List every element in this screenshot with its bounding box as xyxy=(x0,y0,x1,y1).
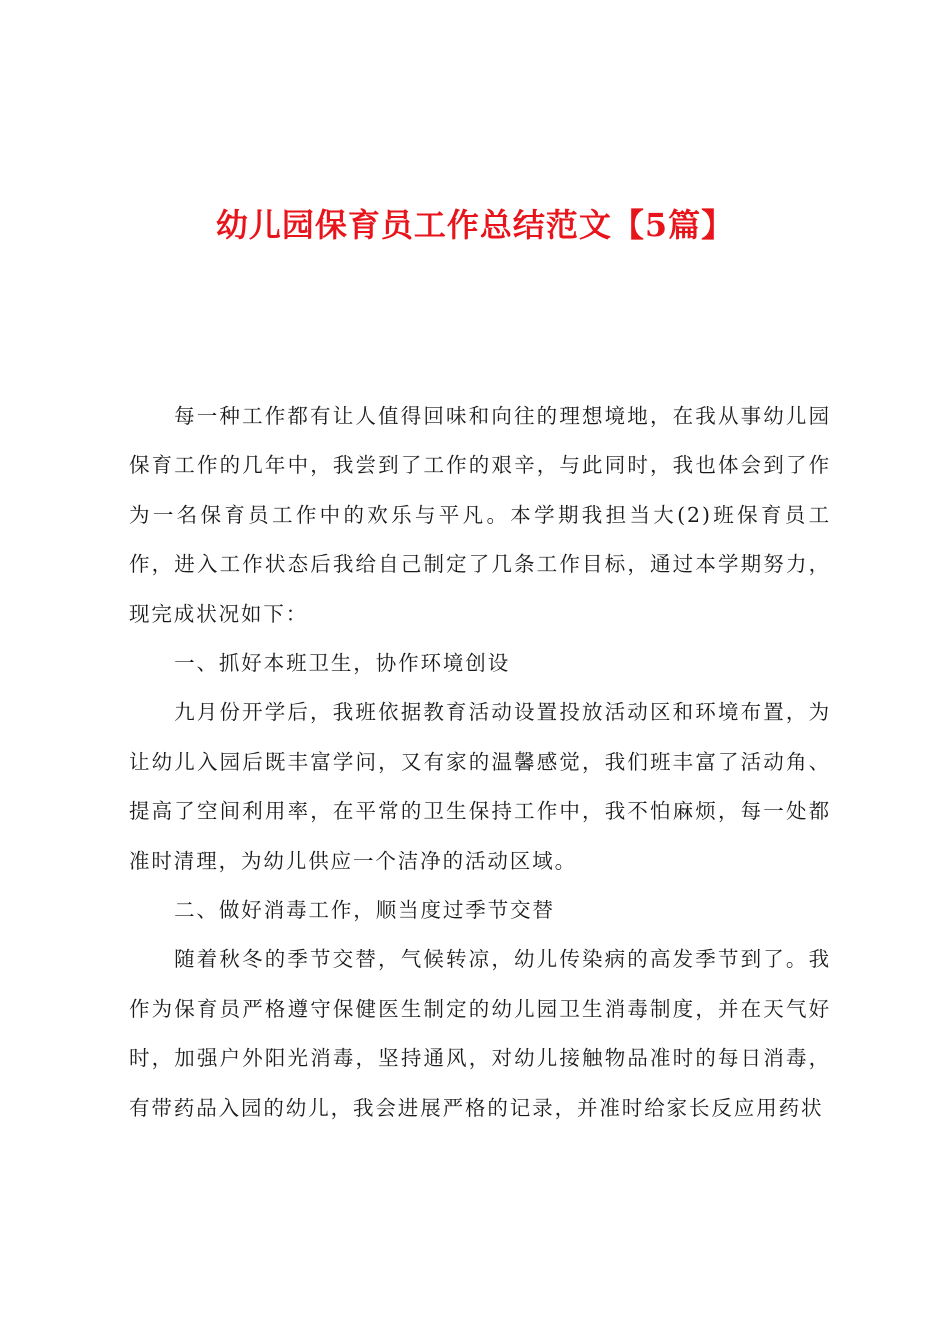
document-body xyxy=(129,392,831,1133)
body-paragraph: 随着秋冬的季节交替，气候转凉，幼儿传染病的高发季节到了。我作为保育员严格遵守保健医生制定的幼儿园卫生消毒制度，并在天气好时，加强户外阳光消毒，坚持通风，对幼儿接触物品准时的每日消毒，有带药品入园的幼儿，我会进展严格的记录，并准时给家长反应用药状 xyxy=(129,947,831,1120)
body-paragraph: 每一种工作都有让人值得回味和向往的理想境地，在我从事幼儿园保育工作的几年中，我尝到了工作的艰辛，与此同时，我也体会到了作为一名保育员工作中的欢乐与平凡。本学期我担当大(2)班保育员工作，进入工作状态后我给自己制定了几条工作目标，通过本学期努力，现完成状况如下： xyxy=(129,404,831,626)
document-title: 幼儿园保育员工作总结范文【5篇】 xyxy=(215,206,735,245)
section-heading: 二、做好消毒工作，顺当度过季节交替 xyxy=(174,898,555,923)
body-paragraph: 九月份开学后，我班依据教育活动设置投放活动区和环境布置，为让幼儿入园后既丰富学问，又有家的温馨感觉，我们班丰富了活动角、提高了空间利用率，在平常的卫生保持工作中，我不怕麻烦，每一处都准时清理，为幼儿供应一个洁净的活动区域。 xyxy=(129,700,831,873)
section-heading: 一、抓好本班卫生，协作环境创设 xyxy=(174,651,511,676)
